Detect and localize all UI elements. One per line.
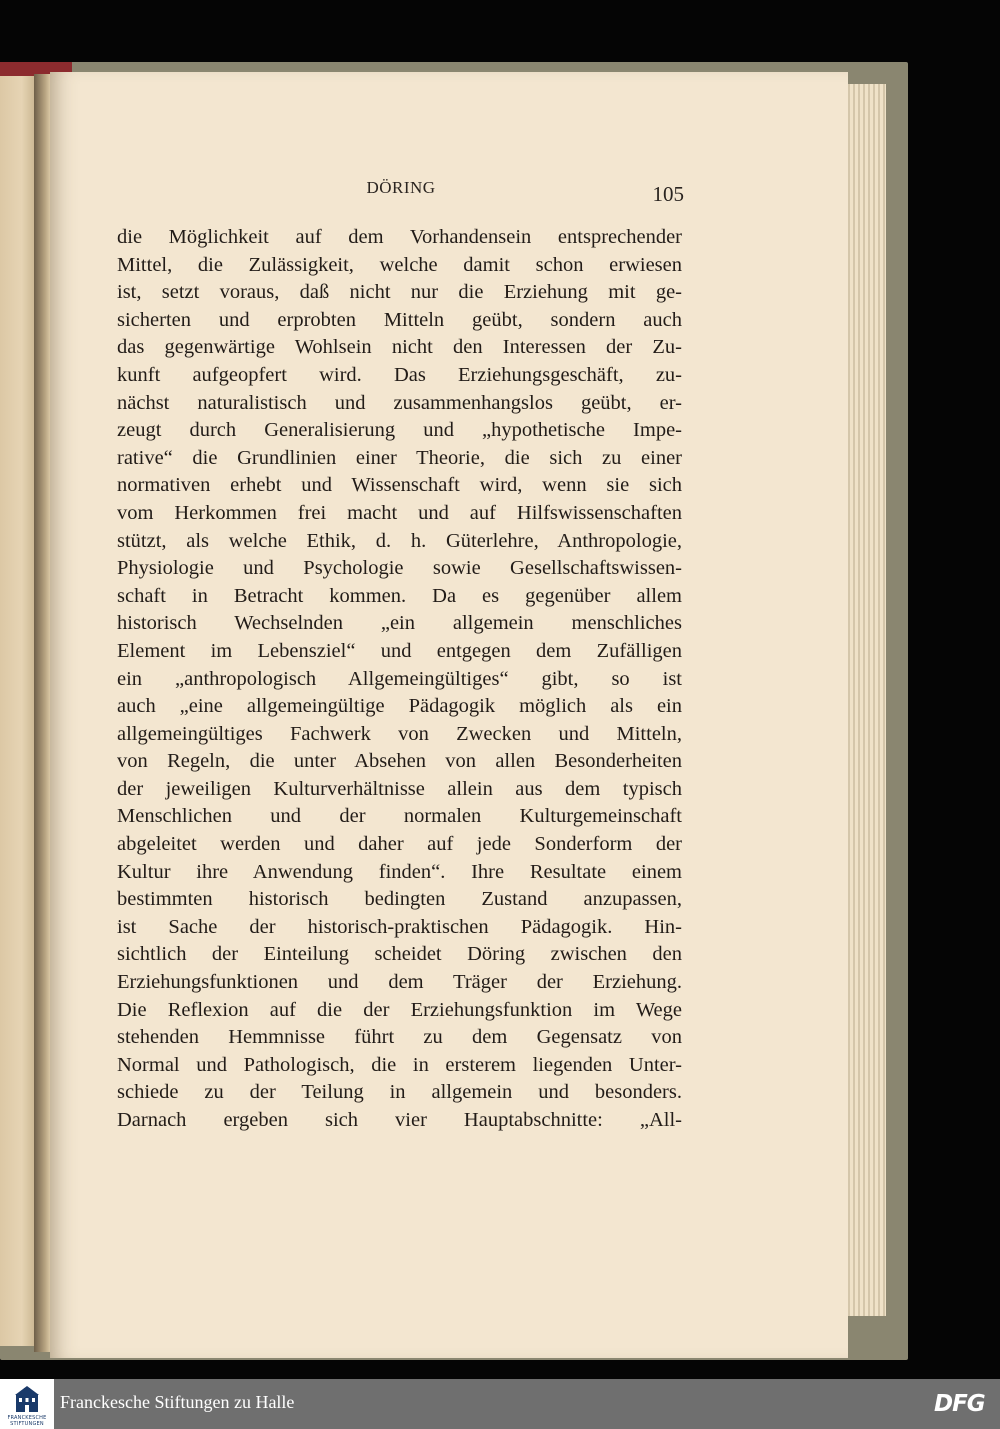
text-line: stützt, als welche Ethik, d. h. Güterlehre, Anthropologie, [117,529,682,552]
text-line: historisch Wechselnden „ein allgemein menschliches [117,612,682,635]
text-line: sicherten und erprobten Mitteln geübt, sondern auch [117,308,682,331]
text-line: bestimmten historisch bedingten Zustand anzupassen, [117,888,682,911]
text-line: rative“ die Grundlinien einer Theorie, die sich zu einer [117,446,682,469]
text-line: schiede zu der Teilung in allgemein und besonders. [117,1081,682,1104]
text-line: schaft in Betracht kommen. Da es gegenüber allem [117,584,682,607]
text-line: Menschlichen und der normalen Kulturgemeinschaft [117,805,682,828]
text-line: vom Herkommen frei macht und auf Hilfswissenschaften [117,501,682,524]
text-line: das gegenwärtige Wohlsein nicht den Interessen der Zu- [117,336,682,359]
text-line: von Regeln, die unter Absehen von allen Besonderheiten [117,750,682,773]
text-line: Normal und Pathologisch, die in ersterem liegenden Unter- [117,1053,682,1076]
text-line: die Möglichkeit auf dem Vorhandensein entsprechender [117,226,682,248]
text-line: sichtlich der Einteilung scheidet Döring zwischen den [117,943,682,966]
previous-page-edge [0,76,36,1346]
text-line: Mittel, die Zulässigkeit, welche damit schon erwiesen [117,253,682,276]
text-line: zeugt durch Generalisierung und „hypothetische Impe- [117,419,682,442]
spine-gutter [34,74,50,1352]
text-line: Darnach ergeben sich vier Hauptabschnitte: „All- [117,1109,682,1131]
institution-logo[interactable] [0,1379,54,1429]
footer-title[interactable]: Franckesche Stiftungen zu Halle [60,1392,295,1412]
text-line: stehenden Hemmnisse führt zu dem Gegensatz von [117,1026,682,1049]
text-line: abgeleitet werden und daher auf jede Sonderform der [117,833,682,856]
text-line: Die Reflexion auf die der Erziehungsfunktion im Wege [117,998,682,1021]
footer-bar [0,1379,1000,1429]
text-line: kunft aufgeopfert wird. Das Erziehungsgeschäft, zu- [117,363,682,386]
dfg-logo[interactable]: DFG [934,1391,985,1417]
page-number: 105 [652,182,684,206]
running-head: DÖRING [366,178,436,197]
text-line: der jeweiligen Kulturverhältnisse allein aus dem typisch [117,777,682,800]
logo-caption: FRANCKESCHE STIFTUNGEN [7,1415,47,1427]
text-line: allgemeingültiges Fachwerk von Zwecken und Mitteln, [117,722,682,745]
text-line: nächst naturalistisch und zusammenhangslos geübt, er- [117,391,682,414]
text-line: ist Sache der historisch-praktischen Pädagogik. Hin- [117,915,682,938]
text-line: Physiologie und Psychologie sowie Gesellschaftswissen- [117,557,682,580]
text-line: ist, setzt voraus, daß nicht nur die Erziehung mit ge- [117,281,682,304]
text-line: Erziehungsfunktionen und dem Träger der Erziehung. [117,971,682,994]
text-line: normativen erhebt und Wissenschaft wird, wenn sie sich [117,474,682,497]
text-line: Kultur ihre Anwendung finden“. Ihre Resultate einem [117,860,682,883]
body-text [117,224,682,1135]
text-line: Element im Lebensziel“ und entgegen dem Zufälligen [117,639,682,662]
text-line: ein „anthropologisch Allgemeingültiges“ gibt, so ist [117,667,682,690]
text-line: auch „eine allgemeingültige Pädagogik möglich als ein [117,695,682,718]
orphanage-building-icon [13,1384,41,1414]
